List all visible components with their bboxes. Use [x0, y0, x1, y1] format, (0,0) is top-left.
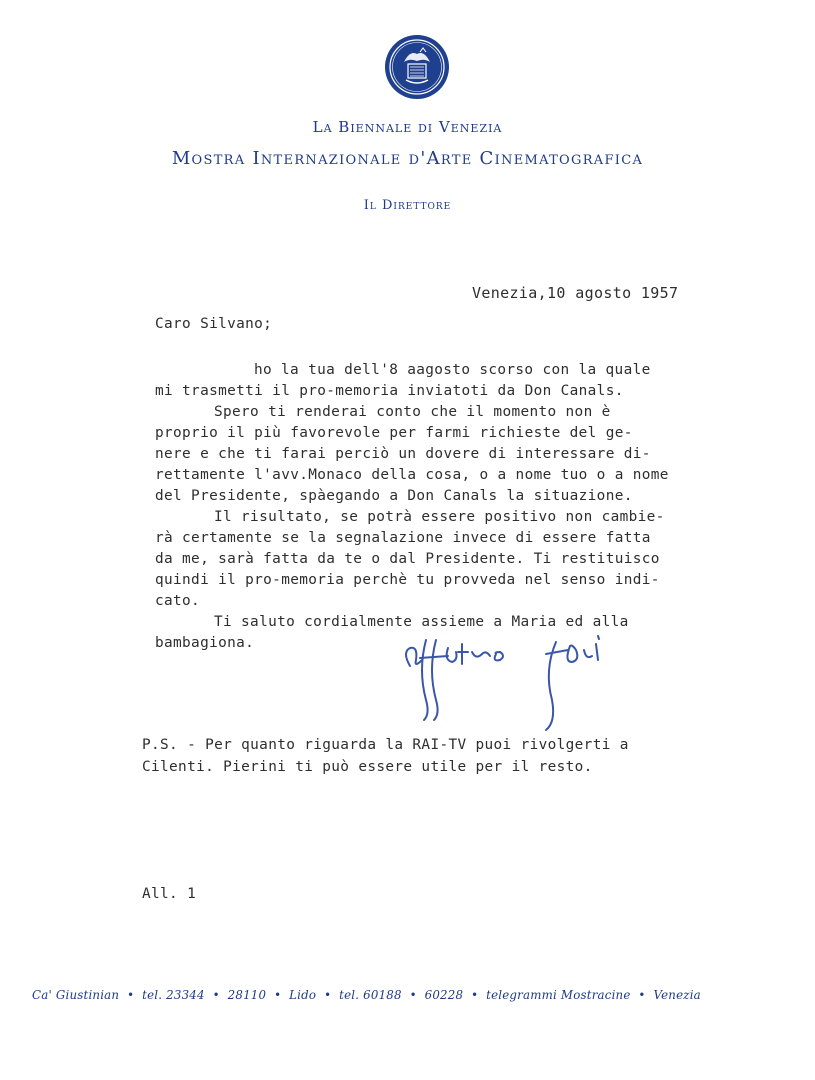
- biennale-seal-logo: [384, 34, 450, 100]
- salutation: Caro Silvano;: [155, 316, 273, 332]
- body-line: bambagiona.: [155, 635, 255, 651]
- handwritten-signature: [396, 630, 636, 750]
- letterhead-footer-address: Ca' Giustinian • tel. 23344 • 28110 • Lido • tel. 60188 • 60228 • telegrammi Mostracine • Venezia: [32, 988, 701, 1002]
- body-line: Il risultato, se potrà essere positivo non cambie-: [214, 509, 665, 525]
- body-line: cato.: [155, 593, 201, 609]
- body-line: nere e che ti farai perciò un dovere di interessare di-: [155, 446, 651, 462]
- body-line: rà certamente se la segnalazione invece di essere fatta: [155, 530, 651, 546]
- festival-name: Mostra Internazionale d'Arte Cinematografica: [171, 148, 644, 169]
- body-line: ho la tua dell'8 aagosto scorso con la quale: [254, 362, 651, 378]
- body-line: Ti saluto cordialmente assieme a Maria ed alla: [214, 614, 629, 630]
- body-line: proprio il più favorevole per farmi richieste del ge-: [155, 425, 633, 441]
- postscript-line: Cilenti. Pierini ti può essere utile per il resto.: [142, 759, 593, 775]
- body-line: mi trasmetti il pro-memoria inviatoti da Don Canals.: [155, 383, 624, 399]
- body-line: da me, sarà fatta da te o dal Presidente. Ti restituisco: [155, 551, 660, 567]
- letter-date: Venezia,10 agosto 1957: [472, 284, 679, 302]
- body-line: del Presidente, spàegando a Don Canals la situazione.: [155, 488, 633, 504]
- postscript-line: P.S. - Per quanto riguarda la RAI-TV puoi rivolgerti a: [142, 737, 629, 753]
- organization-name: La Biennale di Venezia: [312, 118, 503, 136]
- sender-role: Il Direttore: [363, 198, 452, 213]
- body-line: rettamente l'avv.Monaco della cosa, o a nome tuo o a nome: [155, 467, 669, 483]
- enclosure-note: All. 1: [142, 886, 197, 902]
- body-line: Spero ti renderai conto che il momento non è: [214, 404, 611, 420]
- body-line: quindi il pro-memoria perchè tu provveda nel senso indi-: [155, 572, 660, 588]
